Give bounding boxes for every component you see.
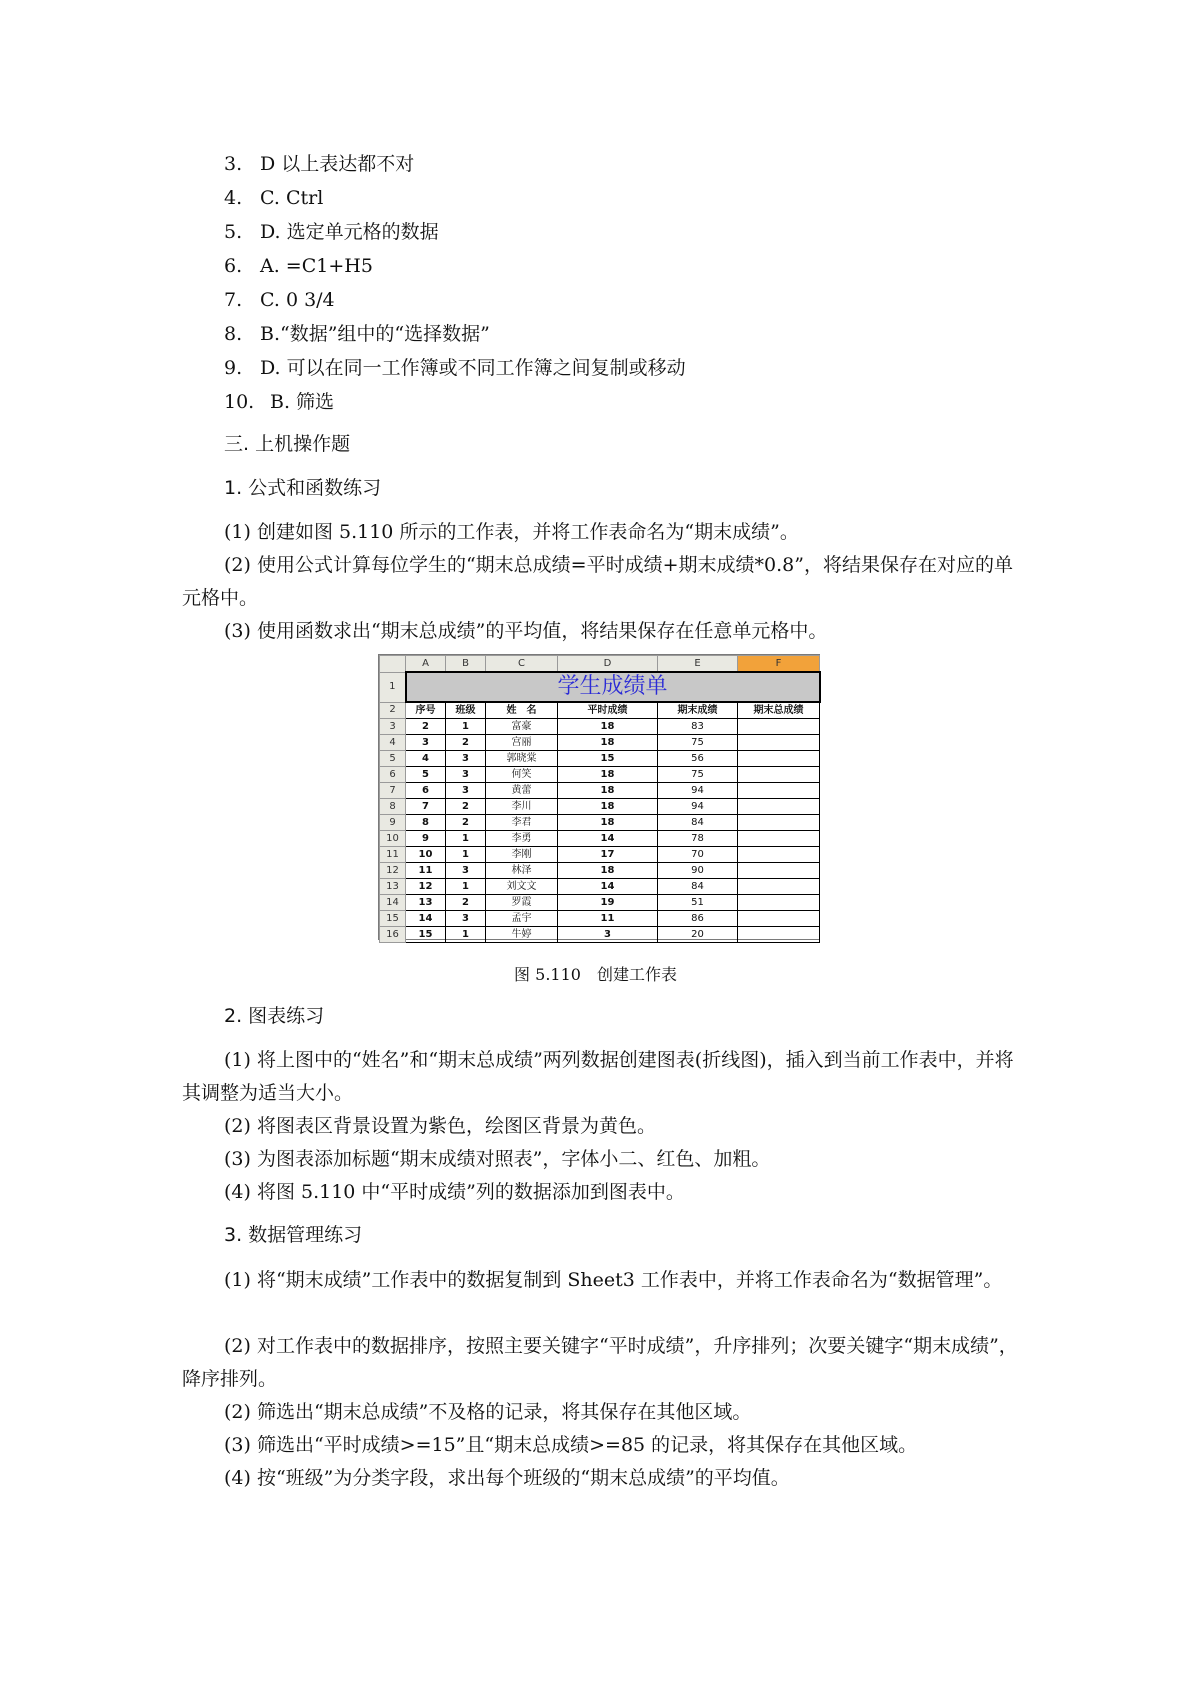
table-cell[interactable]: 18 (558, 735, 658, 751)
spreadsheet-table (379, 655, 821, 943)
row-header[interactable]: 6 (380, 767, 406, 783)
table-cell[interactable] (738, 911, 820, 927)
table-cell[interactable]: 94 (658, 783, 738, 799)
column-header[interactable]: E (658, 656, 738, 673)
table-cell[interactable]: 1 (446, 719, 486, 735)
table-cell[interactable]: 14 (406, 911, 446, 927)
table-cell[interactable]: 何笑 (486, 767, 558, 783)
table-cell[interactable]: 3 (446, 863, 486, 879)
table-cell[interactable]: 15 (558, 751, 658, 767)
column-header[interactable]: D (558, 656, 658, 673)
table-cell[interactable]: 18 (558, 719, 658, 735)
table-cell[interactable]: 3 (446, 767, 486, 783)
paragraph: (1) 将上图中的“姓名”和“期末总成绩”两列数据创建图表(折线图)，插入到当前工作表中，并将其调整为适当大小。 (182, 1049, 1014, 1104)
paragraph: (3) 使用函数求出“期末总成绩”的平均值，将结果保存在任意单元格中。 (224, 620, 828, 642)
row-header[interactable]: 4 (380, 735, 406, 751)
spreadsheet-figure (378, 654, 820, 940)
sheet-body (380, 719, 820, 943)
table-cell[interactable]: 14 (558, 879, 658, 895)
table-cell[interactable]: 17 (558, 847, 658, 863)
table-cell[interactable]: 黄蕾 (486, 783, 558, 799)
table-cell[interactable]: 郭晓棠 (486, 751, 558, 767)
table-cell[interactable]: 3 (558, 927, 658, 943)
corner-cell (380, 656, 406, 673)
column-header-row (380, 656, 820, 673)
header-row (380, 702, 820, 719)
column-header[interactable]: A (406, 656, 446, 673)
table-cell[interactable]: 84 (658, 815, 738, 831)
row-header[interactable]: 15 (380, 911, 406, 927)
table-cell[interactable]: 75 (658, 735, 738, 751)
column-header-selected[interactable]: F (738, 656, 820, 673)
table-row (380, 927, 820, 943)
table-cell[interactable]: 李勇 (486, 831, 558, 847)
table-cell[interactable]: 2 (446, 735, 486, 751)
paragraph: (2) 对工作表中的数据排序，按照主要关键字“平时成绩”，升序排列；次要关键字“期末成绩”，降序排列。 (182, 1335, 1018, 1390)
table-row (380, 719, 820, 735)
table-cell[interactable] (738, 863, 820, 879)
answer-item: 6. A. =C1+H5 (224, 255, 373, 277)
table-cell[interactable]: 18 (558, 863, 658, 879)
table-cell[interactable]: 14 (558, 831, 658, 847)
table-cell[interactable]: 孟宇 (486, 911, 558, 927)
table-cell[interactable] (738, 831, 820, 847)
table-cell[interactable]: 李刚 (486, 847, 558, 863)
table-cell[interactable]: 8 (406, 815, 446, 831)
row-header[interactable]: 8 (380, 799, 406, 815)
column-header[interactable]: B (446, 656, 486, 673)
table-row (380, 767, 820, 783)
table-cell[interactable]: 宫丽 (486, 735, 558, 751)
table-cell[interactable]: 78 (658, 831, 738, 847)
table-row (380, 831, 820, 847)
table-row (380, 911, 820, 927)
answer-item: 4. C. Ctrl (224, 187, 324, 209)
table-cell[interactable]: 11 (406, 863, 446, 879)
table-cell[interactable]: 18 (558, 799, 658, 815)
paragraph: (4) 将图 5.110 中“平时成绩”列的数据添加到图表中。 (224, 1181, 685, 1203)
table-cell[interactable]: 7 (406, 799, 446, 815)
table-cell[interactable]: 李君 (486, 815, 558, 831)
header-cell: 班级 (446, 702, 486, 719)
table-cell[interactable] (738, 799, 820, 815)
table-cell[interactable]: 3 (406, 735, 446, 751)
table-cell[interactable]: 94 (658, 799, 738, 815)
row-header[interactable]: 5 (380, 751, 406, 767)
table-cell[interactable]: 83 (658, 719, 738, 735)
table-cell[interactable]: 86 (658, 911, 738, 927)
header-cell: 姓 名 (486, 702, 558, 719)
table-cell[interactable] (738, 815, 820, 831)
column-header[interactable]: C (486, 656, 558, 673)
header-cell: 期末总成绩 (738, 702, 820, 719)
table-row (380, 783, 820, 799)
paragraph: (3) 筛选出“平时成绩>=15”且“期末总成绩>=85 的记录，将其保存在其他区域。 (224, 1434, 918, 1456)
table-cell[interactable]: 90 (658, 863, 738, 879)
row-header[interactable]: 3 (380, 719, 406, 735)
answer-item: 7. C. 0 3/4 (224, 289, 335, 311)
table-cell[interactable]: 林泽 (486, 863, 558, 879)
title-row (380, 672, 820, 702)
row-header[interactable]: 10 (380, 831, 406, 847)
row-header[interactable]: 1 (380, 672, 406, 702)
table-row (380, 735, 820, 751)
paragraph: (2) 使用公式计算每位学生的“期末总成绩=平时成绩+期末成绩*0.8”，将结果保存在对应的单元格中。 (182, 554, 1013, 609)
figure-caption: 图 5.110 创建工作表 (514, 965, 677, 984)
section-title: 三. 上机操作题 (224, 433, 351, 455)
table-cell[interactable]: 1 (446, 847, 486, 863)
table-row (380, 751, 820, 767)
table-cell[interactable]: 11 (558, 911, 658, 927)
table-cell[interactable]: 2 (446, 799, 486, 815)
table-cell[interactable]: 13 (406, 895, 446, 911)
table-cell[interactable]: 19 (558, 895, 658, 911)
table-cell[interactable]: 18 (558, 783, 658, 799)
table-cell[interactable]: 3 (446, 783, 486, 799)
table-row (380, 879, 820, 895)
answer-item: 10. B. 筛选 (224, 391, 335, 413)
table-cell[interactable]: 2 (406, 719, 446, 735)
table-cell[interactable]: 牛婷 (486, 927, 558, 943)
table-cell[interactable] (738, 847, 820, 863)
answer-item: 5. D. 选定单元格的数据 (224, 221, 439, 243)
row-header[interactable]: 11 (380, 847, 406, 863)
table-row (380, 799, 820, 815)
table-cell[interactable]: 12 (406, 879, 446, 895)
table-cell[interactable] (738, 783, 820, 799)
table-cell[interactable] (738, 751, 820, 767)
table-cell[interactable]: 1 (446, 927, 486, 943)
table-cell[interactable]: 70 (658, 847, 738, 863)
table-cell[interactable]: 51 (658, 895, 738, 911)
table-cell[interactable]: 3 (446, 751, 486, 767)
table-cell[interactable] (738, 895, 820, 911)
table-cell[interactable]: 18 (558, 767, 658, 783)
subsection-title: 1. 公式和函数练习 (224, 477, 382, 499)
row-header[interactable]: 16 (380, 927, 406, 943)
paragraph: (2) 筛选出“期末总成绩”不及格的记录，将其保存在其他区域。 (224, 1401, 752, 1423)
table-cell[interactable]: 10 (406, 847, 446, 863)
table-row (380, 863, 820, 879)
table-cell[interactable]: 6 (406, 783, 446, 799)
table-cell[interactable]: 15 (406, 927, 446, 943)
table-cell[interactable]: 5 (406, 767, 446, 783)
table-cell[interactable]: 刘文文 (486, 879, 558, 895)
subsection-title: 3. 数据管理练习 (224, 1224, 363, 1246)
table-cell[interactable]: 2 (446, 895, 486, 911)
answer-item: 8. B.“数据”组中的“选择数据” (224, 323, 490, 345)
table-cell[interactable]: 20 (658, 927, 738, 943)
table-row (380, 815, 820, 831)
table-cell[interactable]: 2 (446, 815, 486, 831)
table-cell[interactable] (738, 767, 820, 783)
table-cell[interactable]: 富豪 (486, 719, 558, 735)
table-row (380, 895, 820, 911)
table-cell[interactable]: 1 (446, 831, 486, 847)
paragraph: (1) 将“期末成绩”工作表中的数据复制到 Sheet3 工作表中，并将工作表命名为“数据管理”。 (224, 1269, 1003, 1291)
table-cell[interactable]: 75 (658, 767, 738, 783)
table-row (380, 847, 820, 863)
sheet-title: 学生成绩单 (406, 672, 820, 702)
header-cell: 平时成绩 (558, 702, 658, 719)
paragraph: (3) 为图表添加标题“期末成绩对照表”，字体小二、红色、加粗。 (224, 1148, 771, 1170)
answer-item: 3. D 以上表达都不对 (224, 153, 415, 175)
paragraph: (1) 创建如图 5.110 所示的工作表，并将工作表命名为“期末成绩”。 (224, 521, 799, 543)
table-cell[interactable]: 1 (446, 879, 486, 895)
table-cell[interactable] (738, 927, 820, 943)
subsection-title: 2. 图表练习 (224, 1005, 325, 1027)
table-cell[interactable]: 4 (406, 751, 446, 767)
row-header[interactable]: 7 (380, 783, 406, 799)
answer-item: 9. D. 可以在同一工作簿或不同工作簿之间复制或移动 (224, 357, 686, 379)
table-cell[interactable]: 罗霞 (486, 895, 558, 911)
table-cell[interactable]: 18 (558, 815, 658, 831)
header-cell: 序号 (406, 702, 446, 719)
table-cell[interactable] (738, 879, 820, 895)
row-header[interactable]: 2 (380, 702, 406, 719)
table-cell[interactable]: 84 (658, 879, 738, 895)
paragraph: (2) 将图表区背景设置为紫色，绘图区背景为黄色。 (224, 1115, 656, 1137)
header-cell: 期末成绩 (658, 702, 738, 719)
row-header[interactable]: 14 (380, 895, 406, 911)
row-header[interactable]: 13 (380, 879, 406, 895)
table-cell[interactable]: 56 (658, 751, 738, 767)
table-cell[interactable]: 9 (406, 831, 446, 847)
table-cell[interactable]: 李川 (486, 799, 558, 815)
table-cell[interactable] (738, 719, 820, 735)
table-cell[interactable] (738, 735, 820, 751)
paragraph: (4) 按“班级”为分类字段，求出每个班级的“期末总成绩”的平均值。 (224, 1467, 790, 1489)
row-header[interactable]: 12 (380, 863, 406, 879)
table-cell[interactable]: 3 (446, 911, 486, 927)
row-header[interactable]: 9 (380, 815, 406, 831)
